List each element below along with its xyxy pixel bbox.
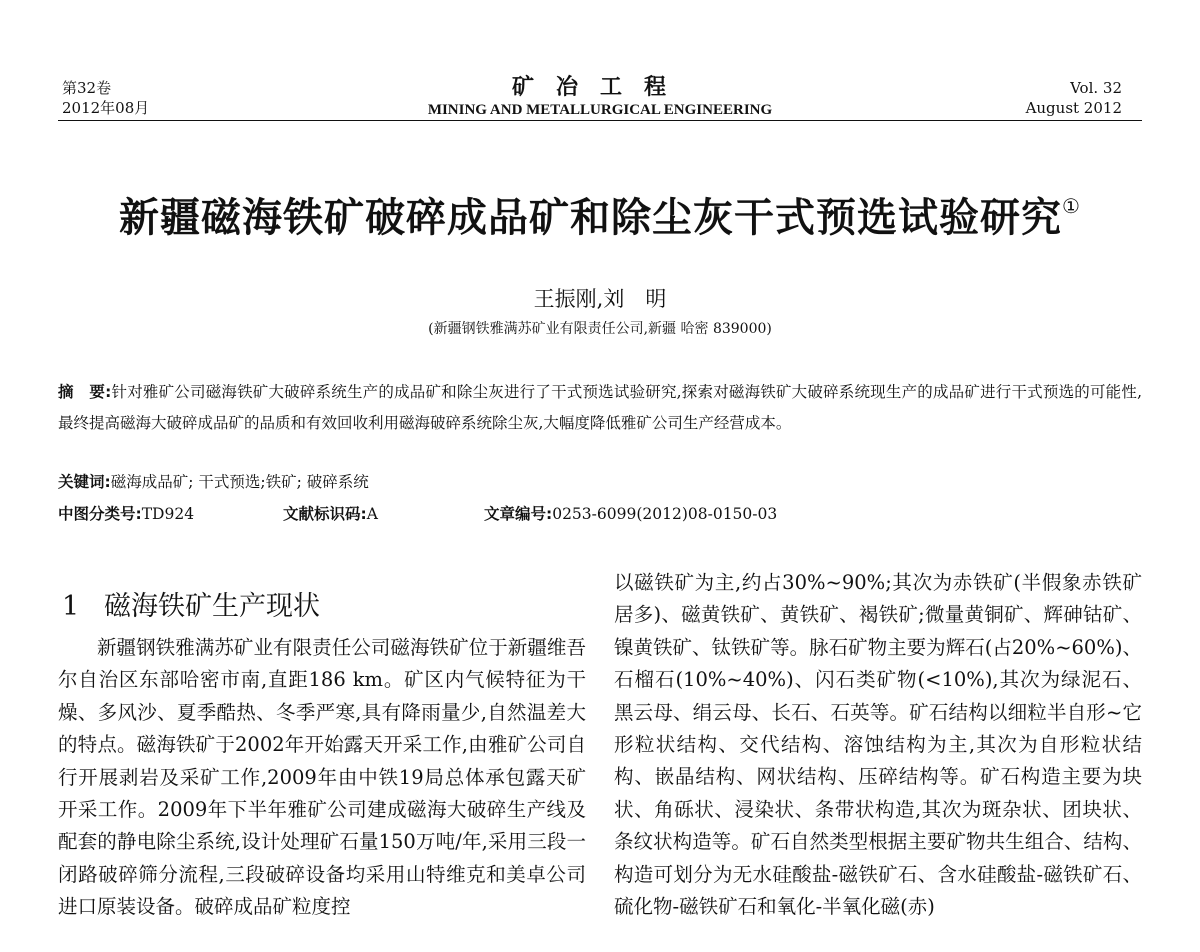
running-header-right (1026, 78, 1122, 118)
clc-label: 中图分类号: (58, 505, 142, 523)
section-heading (62, 584, 320, 623)
article-title-text: 新疆磁海铁矿破碎成品矿和除尘灰干式预选试验研究 (119, 195, 1063, 241)
title-footnote-mark: ① (1062, 194, 1081, 218)
body-column-right (614, 567, 1142, 923)
date-cn: 2012年08月 (62, 99, 150, 117)
date-en: August 2012 (1025, 99, 1122, 117)
clc-value: TD924 (141, 505, 195, 523)
authors: 王振刚,刘 明 (533, 287, 667, 311)
section-number: 1 (62, 591, 80, 622)
journal-name-cn: 矿冶工程 (511, 74, 688, 100)
volume-en: Vol. 32 (1070, 79, 1122, 97)
article-number-label: 文章编号: (484, 505, 553, 523)
abstract-text: 针对雅矿公司磁海铁矿大破碎系统生产的成品矿和除尘灰进行了干式预选试验研究,探索对磁海铁矿大破碎系统现生产的成品矿进行干式预选的可能性,最终提高磁海大破碎成品矿的品质和有效回收利用磁海破碎系统除尘灰,大幅度降低雅矿公司生产经营成本。 (58, 383, 1142, 432)
running-header-center (0, 74, 1200, 120)
doc-value: A (366, 505, 378, 523)
keywords-text: 磁海成品矿; 干式预选;铁矿; 破碎系统 (110, 473, 369, 491)
body-paragraph-left: 新疆钢铁雅满苏矿业有限责任公司磁海铁矿位于新疆维吾尔自治区东部哈密市南,直距186 km。矿区内气候特征为干燥、多风沙、夏季酷热、冬季严寒,具有降雨量少,自然温差大的特点。磁海铁矿于2002年开始露天开采工作,由雅矿公司自行开展剥岩及采矿工作,2009年由中铁19局总体承包露天矿开采工作。2009年下半年雅矿公司建成磁海大破碎生产线及配套的静电除尘系统,设计处理矿石量150万吨/年,采用三段一闭路破碎筛分流程,三段破碎设备均采用山特维克和美卓公司进口原装设备。破碎成品矿粒度控 (58, 636, 586, 919)
abstract-label: 摘 要: (58, 383, 112, 401)
body-column-left (58, 632, 586, 924)
clc-number (58, 502, 194, 526)
volume-cn: 第32卷 (62, 79, 112, 97)
keywords (58, 470, 369, 494)
doc-label: 文献标识码: (283, 505, 367, 523)
affiliation: (新疆钢铁雅满苏矿业有限责任公司,新疆 哈密 839000) (428, 321, 772, 337)
header-rule (58, 120, 1142, 121)
journal-name-en: MINING AND METALLURGICAL ENGINEERING (427, 102, 773, 118)
section-title: 磁海铁矿生产现状 (104, 591, 320, 622)
abstract (58, 377, 1142, 439)
body-paragraph-right: 以磁铁矿为主,约占30%~90%;其次为赤铁矿(半假象赤铁矿居多)、磁黄铁矿、黄铁矿、褐铁矿;微量黄铜矿、辉砷钴矿、镍黄铁矿、钛铁矿等。脉石矿物主要为辉石(占20%~60%)、石榴石(10%~40%)、闪石类矿物(<10%),其次为绿泥石、黑云母、绢云母、长石、石英等。矿石结构以细粒半自形~它形粒状结构、交代结构、溶蚀结构为主,其次为自形粒状结构、嵌晶结构、网状结构、压碎结构等。矿石构造主要为块状、角砾状、浸染状、条带状构造,其次为斑杂状、团块状、条纹状构造等。矿石自然类型根据主要矿物共生组合、结构、构造可划分为无水硅酸盐-磁铁矿石、含水硅酸盐-磁铁矿石、硫化物-磁铁矿石和氧化-半氧化磁(赤) (614, 571, 1142, 919)
keywords-label: 关键词: (58, 473, 111, 491)
article-number-value: 0253-6099(2012)08-0150-03 (552, 505, 778, 523)
article-number (484, 502, 777, 526)
document-code (283, 502, 378, 526)
article-title (0, 186, 1200, 243)
